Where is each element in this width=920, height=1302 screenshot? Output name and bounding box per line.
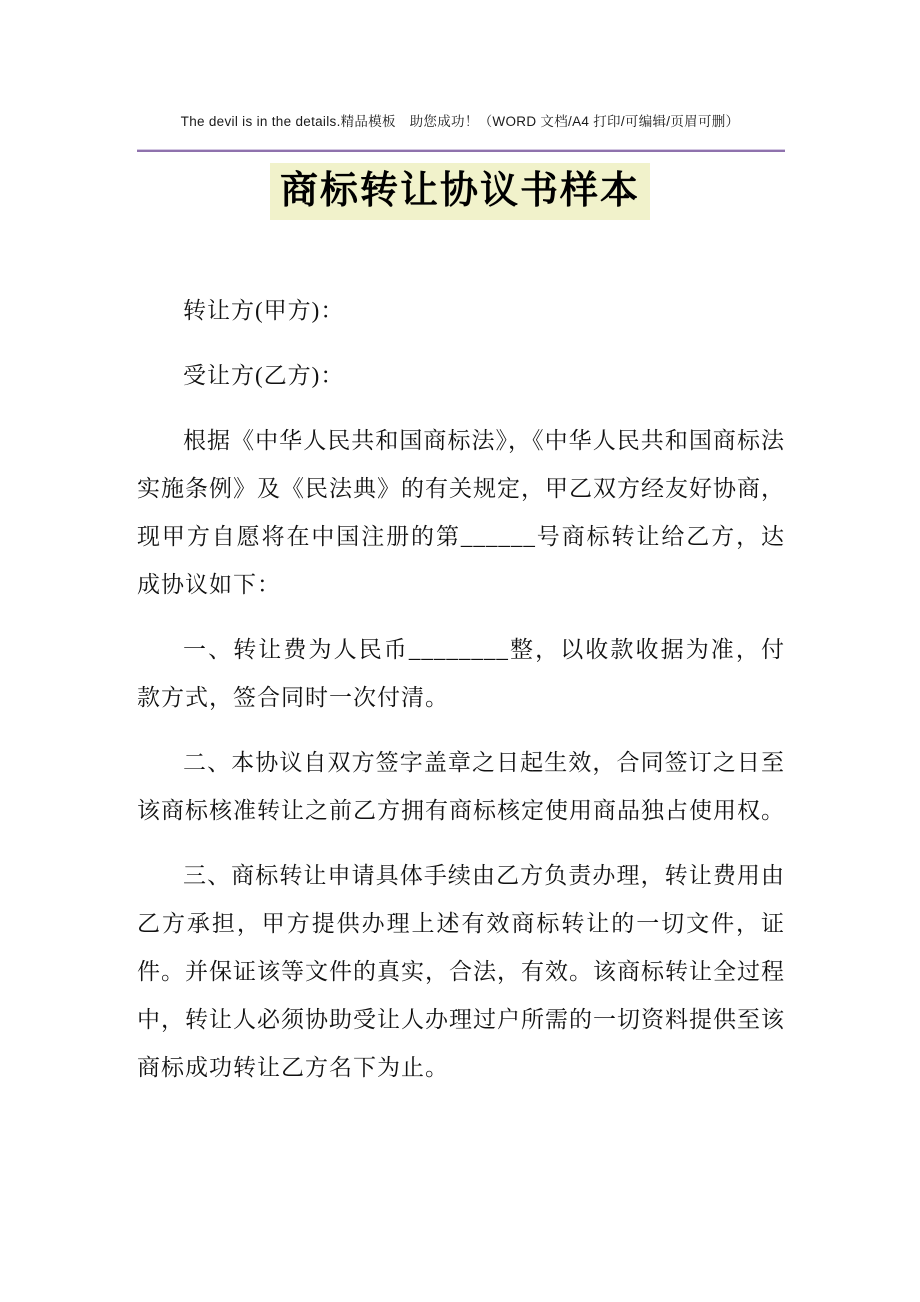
paragraph-preamble: 根据《中华人民共和国商标法》，《中华人民共和国商标法实施条例》及《民法典》的有关规定，甲乙双方经友好协商，现甲方自愿将在中国注册的第______号商标转让给乙方，达成协议如下： xyxy=(137,428,785,597)
paragraph-clause-3: 三、商标转让申请具体手续由乙方负责办理，转让费用由乙方承担，甲方提供办理上述有效商标转让的一切文件，证件。并保证该等文件的真实，合法，有效。该商标转让全过程中，转让人必须协助受让人办理过户所需的一切资料提供至该商标成功转让乙方名下为止。 xyxy=(137,863,785,1080)
page-header-text: The devil is in the details.精品模板 助您成功！（WORD 文档/A4 打印/可编辑/页眉可删） xyxy=(180,114,740,129)
paragraph-party-b: 受让方(乙方)： xyxy=(183,363,345,388)
paragraph-party-a: 转让方(甲方)： xyxy=(183,298,345,323)
document-body xyxy=(137,287,785,1109)
paragraph-clause-1: 一、转让费为人民币________整，以收款收据为准，付款方式，签合同时一次付清。 xyxy=(137,637,785,710)
paragraph-clause-2: 二、本协议自双方签字盖章之日起生效，合同签订之日至该商标核准转让之前乙方拥有商标核定使用商品独占使用权。 xyxy=(137,750,785,823)
document-title: 商标转让协议书样本 xyxy=(270,163,650,220)
document-title-row xyxy=(0,163,920,220)
header-divider-line xyxy=(137,149,785,152)
